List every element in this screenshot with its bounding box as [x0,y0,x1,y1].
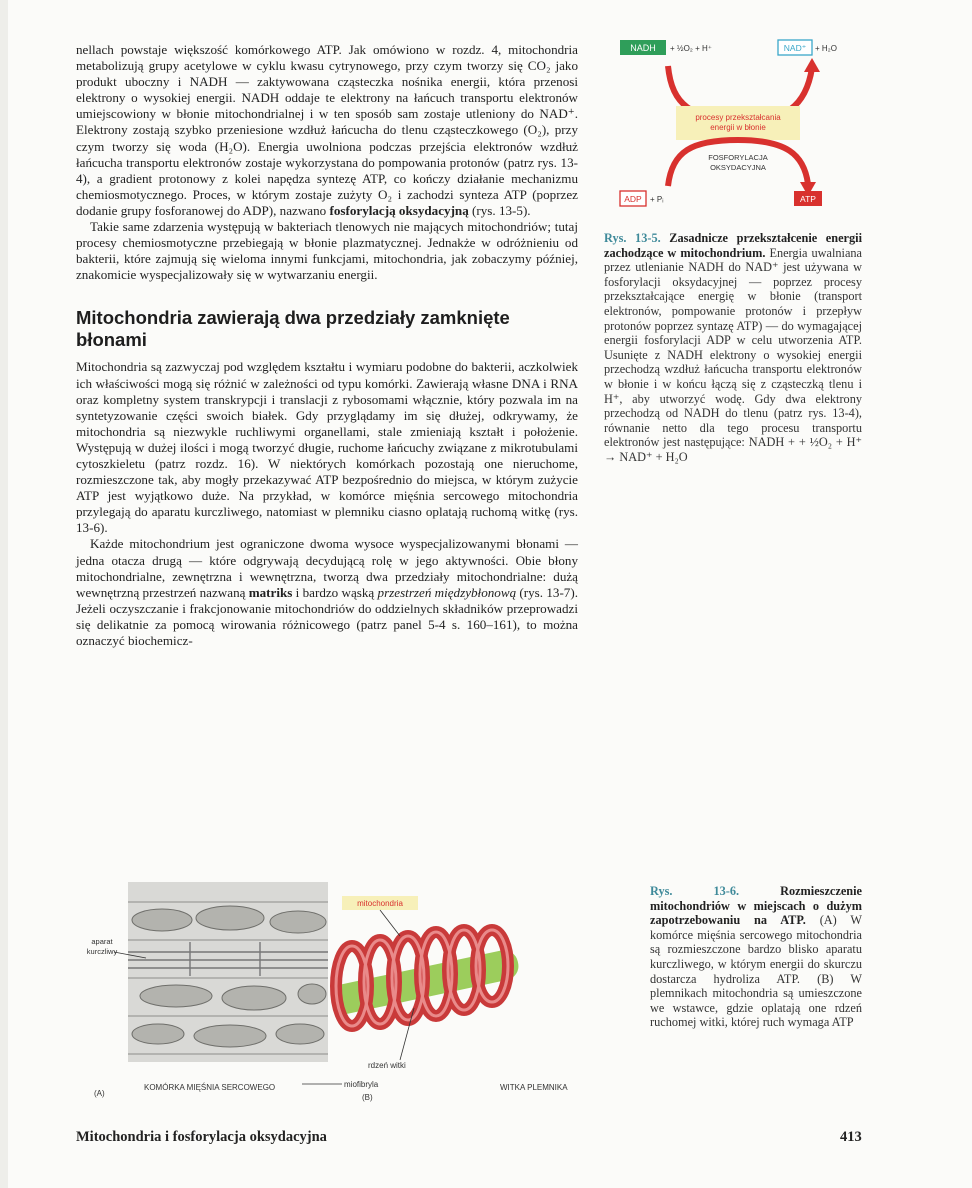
caption-13-5-title: Zasadnicze przekształcenie energii zachodzące w mitochondrium. [604,231,862,260]
scan-edge [0,0,8,1188]
nad-plus-label: NAD⁺ [783,43,807,53]
page-number: 413 [840,1129,862,1145]
label-miofibryla: miofibryla [344,1080,379,1089]
paragraph-3: Mitochondria są zazwyczaj pod względem kształtu i wymiaru podobne do bakterii, aczkolwiek ich właściwości mogą się różnić w zależności od typu komórki. Zawierają własne DNA i RNA oraz kompletny system transkrypcji i translacji z rybosomami włącznie, który pozwala im na syntetyzowanie części swoich białek. Gdy przyglądamy im się dłużej, odkrywamy, że mitochondria są niezwykle ruchliwymi organellami, stale zmieniają kształt i położenie. Występują w dużej ilości i mogą tworzyć długie, ruchome łańcuchy związane z mikrotubulami cytoszkieletu (patrz rozdz. 16). W niektórych komórkach pozostają one nieruchome, rozmieszczone tak, aby mogły przekazywać ATP bezpośrednio do miejsca, w którym zużycie ATP jest wyjątkowo duże. Na przykład, w komórce mięśnia sercowego mitochondria przylegają do aparatu kurczliwego, natomiast w plemniku ciasno oplatają ruchomą witkę (rys. 13-6). [76,359,578,536]
oxidation-arrowhead [804,58,820,72]
paragraph-4-b: i bardzo wąską [292,584,378,600]
figure-13-5 [616,36,861,214]
label-sperm: WITKA PLEMNIKA [500,1083,568,1092]
caption-13-6 [650,884,862,1030]
paragraph-1 [76,42,578,219]
adp-label: ADP [624,194,642,204]
caption-13-6-title: Rozmieszczenie mitochondriów w miejscach o dużym zapotrzebowaniu na ATP. [650,884,862,928]
paragraph-1-tail: (rys. 13-5). [468,202,531,218]
label-aparat-2: kurczliwy [86,947,118,956]
label-rdzen: rdzeń witki [368,1061,406,1070]
caption-13-5-body: Energia uwalniana przez utlenianie NADH do NAD⁺ jest używana w fosforylacji oksydacyjnej — poprzez procesy przekształcające energię w błonie (transport elektronów, pompowanie protonów i przepływ protonów poprzez syntazę ATP) — do wymagającej energii fosforylacji ADP w celu utworzenia ATP. Usunięte z NADH elektrony o wysokiej energii przechodzą wzdłuż łańcucha transportu elektronów w błonie i w końcu łączą się z cząsteczką tlenu i H⁺, aby utworzyć wodę. Gdy dwa elektrony przechodzą od NADH do tlenu (patrz rys. 13-4), równanie netto dla tego procesu transportu elektronów jest następujące: NADH + + ½O₂ + H⁺ → NAD⁺ + H₂O [604,245,863,464]
label-mitochondria: mitochondria [357,899,403,908]
paragraph-2: Takie same zdarzenia występują w bakteriach tlenowych nie mających mitochondriów; tutaj procesy chemiosmotyczne przebiegają w błonie plazmatycznej. Jednakże w odróżnieniu od bakterii, które zajmują się wieloma innymi funkcjami, mitochondria, jak zobaczymy później, znakomicie wyspecjalizowały się w wytwarzaniu energii. [76,219,578,283]
pi-label: + Pᵢ [650,195,664,204]
running-title: Mitochondria i fosforylacja oksydacyjna [76,1129,327,1145]
process-label-2: energii w błonie [710,123,766,132]
heart-muscle-micrograph [128,882,328,1062]
label-a: (A) [94,1089,105,1098]
term-intermembrane-space: przestrzeń międzybłonową [377,584,517,600]
main-text-column [76,42,578,649]
caption-13-6-number: Rys. 13-6. [650,884,740,898]
caption-13-5 [604,231,862,465]
process-label-1: procesy przekształcania [695,113,781,122]
section-heading: Mitochondria zawierają dwa przedziały zamknięte błonami [76,307,510,351]
paragraph-4-c: (rys. 13-7). Jeżeli oczyszczanie i frakcjonowanie mitochondriów do oddzielnych składników przeprowadzi się delikatnie za pomocą wirowania różnicowego (patrz panel 5-4 s. 160–161), to można oznaczyć biochemicz- [76,584,578,648]
paragraph-4-a: Każde mitochondrium jest ograniczone dwoma wysoce wyspecjalizowanymi błonami — jedna otacza drugą — które odgrywają decydującą rolę w jego aktywności. Obie błony mitochondrialne, zewnętrzna i wewnętrzna, tworzą dwa przedziały mitochondrialne: dużą wewnętrzną przestrzeń nazwaną [76,536,578,600]
atp-label: ATP [800,194,816,204]
phos-label-2: OKSYDACYJNA [710,163,766,172]
paragraph-4 [76,536,578,649]
label-aparat-1: aparat [91,937,113,946]
caption-13-5-number: Rys. 13-5. [604,231,661,245]
label-heart: KOMÓRKA MIĘŚNIA SERCOWEGO [144,1083,276,1092]
figure-13-6 [80,882,620,1102]
mitochondria-pointer [380,910,400,936]
term-matrix: matriks [248,584,293,600]
half-o2-label: + ½O₂ + H⁺ [670,44,713,53]
nadh-label: NADH [630,43,656,53]
sperm-tail-illustration [329,930,521,1026]
caption-13-6-body: (A) W komórce mięśnia sercowego mitochondria są rozmieszczone bardzo blisko aparatu kurczliwego, w którym energii do skurczu dostarcza hydroliza ATP. (B) W plemnikach mitochondria są umieszczone we wstawce, gdzie oplatają one rdzeń ruchomej witki, której ruch wymaga ATP [650,913,862,1030]
h2o-label: + H₂O [815,44,837,53]
phos-label-1: FOSFORYLACJA [708,153,768,162]
paragraph-1-text: nellach powstaje większość komórkowego ATP. Jak omówiono w rozdz. 4, mitochondria metabolizują grupy acetylowe w cyklu kwasu cytrynowego, przy czym tworzy się CO₂ jako produkt uboczny i NADH — zaktywowana cząsteczka nośnika energii, która przenosi elektrony o wysokiej energii. NADH oddaje te elektrony na łańcuch transportu elektronów umiejscowiony w błonie mitochondrialnej i w ten sposób sam zostaje utleniony do NAD⁺. Elektrony zostają szybko przeniesione wzdłuż łańcucha do tlenu cząsteczkowego (O₂), przy czym tworzy się woda (H₂O). Energia uwolniona podczas przejścia elektronów wzdłuż łańcucha transportu elektronów zostaje wykorzystana do pompowania protonów (patrz rys. 13-4), a gradient protonowy z kolei napędza syntezę ATP, co kończy działanie mechanizmu chemiosmotycznego. Proces, w którym zostaje zużyty O₂ i zachodzi synteza ATP (poprzez dodanie grupy fosforanowej do ADP), nazwano [76,42,578,218]
term-oxidative-phosphorylation: fosforylacją oksydacyjną [329,202,469,218]
label-b: (B) [362,1093,373,1102]
